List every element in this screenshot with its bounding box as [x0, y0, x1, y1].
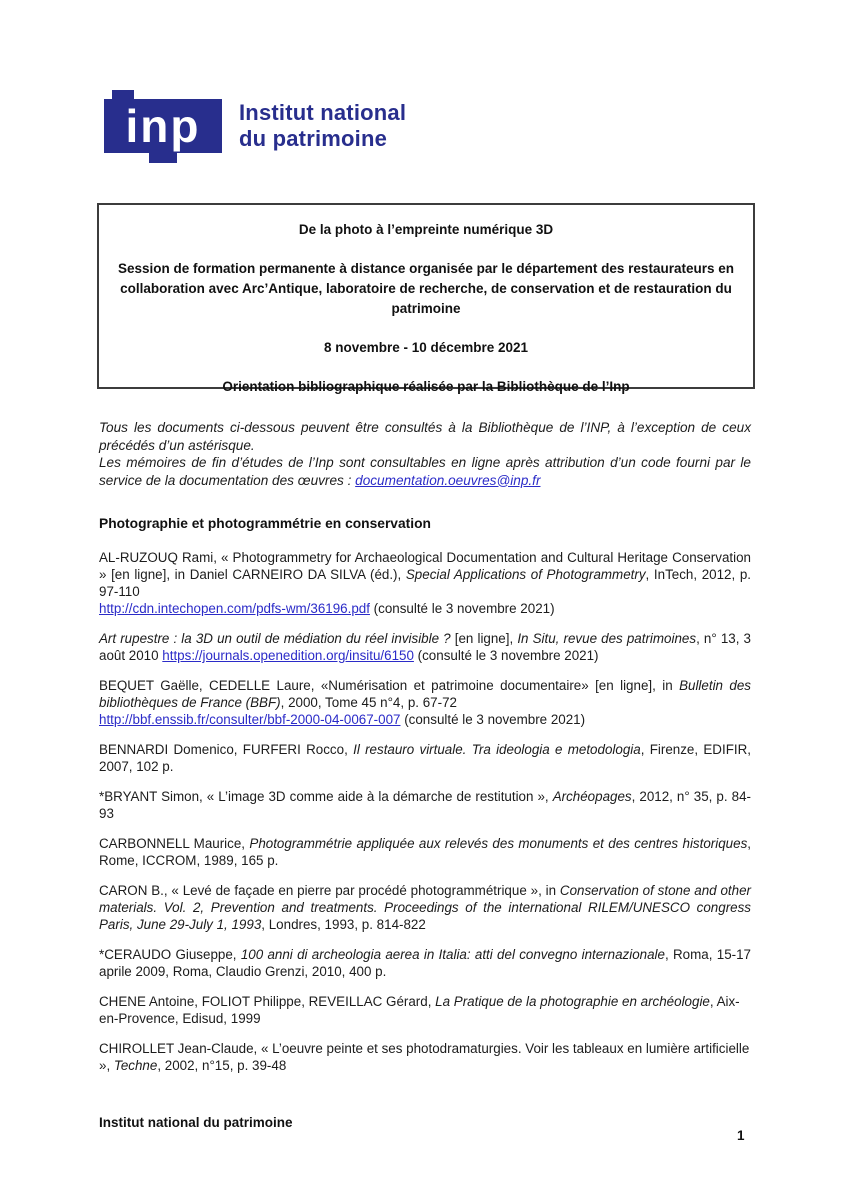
logo-org-line1: Institut national	[239, 100, 407, 125]
entry-text: (consulté le 3 novembre 2021)	[369, 601, 555, 616]
entry-text: , 2002, n°15, p. 39-48	[157, 1058, 287, 1073]
entry-text: , Londres, 1993, p. 814-822	[261, 917, 426, 932]
page-number: 1	[737, 1128, 745, 1143]
bibliography-entry	[99, 549, 751, 617]
entry-text: (consulté le 3 novembre 2021)	[400, 712, 586, 727]
entry-title-italic: Special Applications of Photogrammetry	[405, 567, 646, 582]
inp-logo	[104, 99, 406, 153]
entry-link[interactable]: http://cdn.intechopen.com/pdfs-wm/36196.pdf	[99, 601, 370, 616]
entry-link[interactable]: http://bbf.enssib.fr/consulter/bbf-2000-04-0067-007	[99, 712, 401, 727]
formation-dates: 8 novembre - 10 décembre 2021	[323, 340, 529, 355]
bibliography-entry	[99, 835, 751, 869]
bibliography-entry	[99, 677, 751, 728]
entry-text: , Firenze, EDIFIR, 2007, 102 p.	[99, 742, 751, 774]
formation-title: De la photo à l’empreinte numérique 3D	[298, 222, 554, 237]
entry-text: , Aix-en-Provence, Edisud, 1999	[99, 994, 740, 1026]
bibliography-entry	[99, 993, 751, 1027]
intro-paragraph-1: Tous les documents ci-dessous peuvent être consultés à la Bibliothèque de l’INP, à l’exception de ceux précédés d’un astérisque.	[99, 420, 751, 453]
bibliography-entry	[99, 741, 751, 775]
intro-paragraph-2	[99, 454, 751, 489]
logo-tab-bottom	[149, 152, 177, 163]
entry-text: , n° 13, 3 août 2010	[99, 631, 751, 663]
entry-title-italic: La Pratique de la photographie en archéologie	[435, 994, 710, 1009]
logo-acronym: inp	[125, 100, 201, 152]
entry-title-italic: Techne	[113, 1058, 158, 1073]
entry-title-italic: 100 anni di archeologia aerea in Italia: atti del convegno internazionale	[240, 947, 665, 962]
bibliography-entry	[99, 946, 751, 980]
entry-link[interactable]: https://journals.openedition.org/insitu/6150	[162, 648, 414, 663]
entry-title-italic: Photogrammétrie appliquée aux relevés des monuments et des centres historiques	[249, 836, 748, 851]
entry-text: , InTech, 2012, p. 97-110	[99, 567, 752, 599]
logo-org-name	[239, 100, 406, 152]
entry-title-italic: Conservation of stone and other materials. Vol. 2, Prevention and treatments. Proceedings of the international RILEM/UNESCO congress Paris, June 29-July 1, 1993	[99, 883, 751, 932]
entry-title-italic: Bulletin des bibliothèques de France (BBF)	[99, 678, 751, 710]
entry-text: BEQUET Gaëlle, CEDELLE Laure, «Numérisation et patrimoine documentaire» [en ligne], in	[99, 678, 680, 693]
entry-text: , 2012, n° 35, p. 84-93	[99, 789, 751, 821]
entry-text: CARON B., « Levé de façade en pierre par procédé photogrammétrique », in	[99, 883, 560, 898]
formation-session-description: Session de formation permanente à distance organisée par le département des restaurateurs en collaboration avec Arc’Antique, laboratoire de recherche, de conservation et de restauration du patrimoine	[118, 261, 734, 316]
bibliography-list	[99, 549, 751, 1087]
inp-logo-mark	[104, 99, 222, 153]
intro-note	[99, 419, 751, 489]
bibliography-credit: Orientation bibliographique réalisée par la Bibliothèque de l’Inp	[222, 379, 630, 394]
bibliography-entry	[99, 882, 751, 933]
entry-title-italic: Il restauro virtuale. Tra ideologia e metodologia	[353, 742, 641, 757]
intro-paragraph-2-text: Les mémoires de fin d’études de l’Inp sont consultables en ligne après attribution d’un code fourni par le service de la documentation des œuvres :	[99, 455, 751, 488]
entry-text: , 2000, Tome 45 n°4, p. 67-72	[280, 695, 457, 710]
entry-text: [en ligne],	[454, 631, 518, 646]
entry-text: (consulté le 3 novembre 2021)	[413, 648, 599, 663]
entry-text: CHIROLLET Jean-Claude, « L’oeuvre peinte et ses photodramaturgies. Voir les tableaux en lumière artificielle »,	[99, 1041, 750, 1073]
entry-text: CHENE Antoine, FOLIOT Philippe, REVEILLAC Gérard,	[99, 994, 436, 1009]
formation-header-box	[97, 203, 755, 394]
entry-title-italic: In Situ, revue des patrimoines	[517, 631, 697, 646]
entry-text: *BRYANT Simon, « L’image 3D comme aide à la démarche de restitution »,	[99, 789, 553, 804]
entry-text: AL-RUZOUQ Rami, « Photogrammetry for Archaeological Documentation and Cultural Heritage Conservation » [en ligne], in Daniel CARNEIRO DA SILVA (éd.),	[99, 550, 751, 582]
bibliography-entry	[99, 788, 751, 822]
entry-text: , Roma, 15-17 aprile 2009, Roma, Claudio Grenzi, 2010, 400 p.	[99, 947, 751, 979]
email-link[interactable]: documentation.oeuvres@inp.fr	[355, 472, 541, 488]
footer-institution: Institut national du patrimoine	[99, 1115, 293, 1130]
entry-text: , Rome, ICCROM, 1989, 165 p.	[99, 836, 751, 868]
bibliography-entry	[99, 1040, 751, 1074]
entry-text: CARBONNELL Maurice,	[99, 836, 250, 851]
entry-title-italic: Art rupestre : la 3D un outil de médiation du réel invisible ?	[99, 631, 455, 646]
entry-title-italic: Archéopages	[552, 789, 632, 804]
entry-text: *CERAUDO Giuseppe,	[99, 947, 241, 962]
bibliography-entry	[99, 630, 751, 664]
entry-text: BENNARDI Domenico, FURFERI Rocco,	[99, 742, 354, 757]
section-heading: Photographie et photogrammétrie en conservation	[99, 516, 431, 531]
logo-org-line2: du patrimoine	[239, 126, 388, 151]
